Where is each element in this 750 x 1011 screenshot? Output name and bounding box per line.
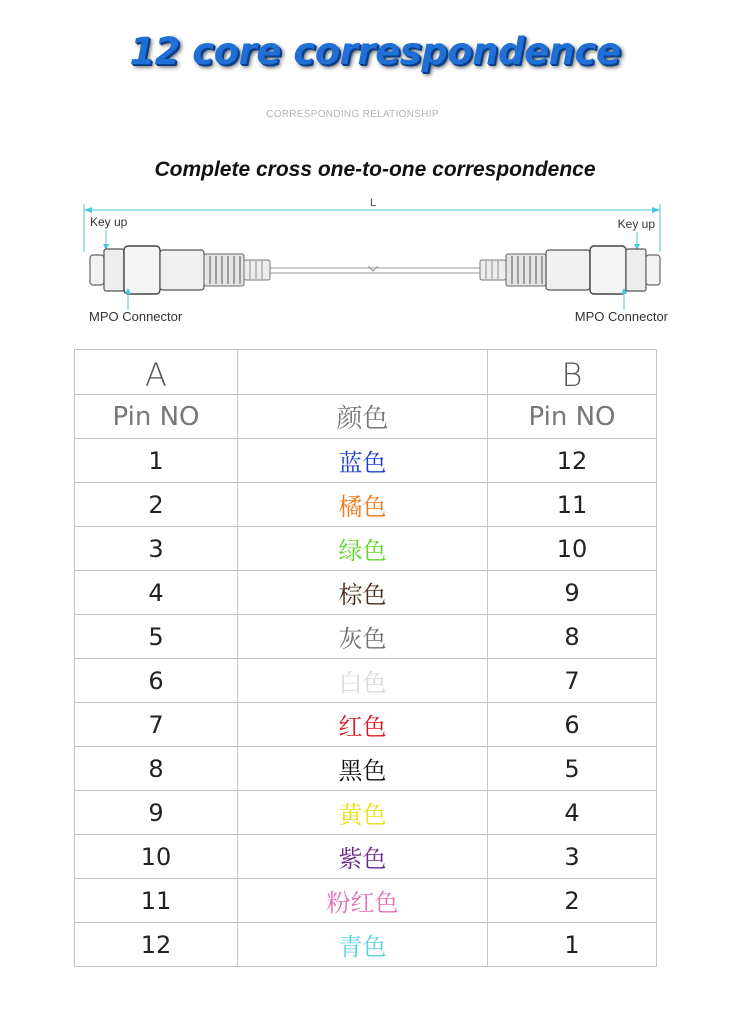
pin-a-cell: 11 <box>75 879 238 923</box>
color-cell: 红色 <box>238 703 488 747</box>
length-arrow-right <box>652 207 660 213</box>
pin-b-cell: 2 <box>488 879 657 923</box>
col-pin-b: Pin NO <box>488 395 657 439</box>
key-up-right-label: Key up <box>617 217 655 231</box>
table-row <box>75 747 657 791</box>
pin-a-cell: 4 <box>75 571 238 615</box>
connector-right-label: MPO Connector <box>574 309 668 324</box>
color-cell: 绿色 <box>238 527 488 571</box>
table-row <box>75 703 657 747</box>
color-cell: 棕色 <box>238 571 488 615</box>
pin-correspondence-table <box>74 349 657 967</box>
corresponding-relationship-label: CORRESPONDING RELATIONSHIP <box>266 109 439 120</box>
pin-b-cell: 6 <box>488 703 657 747</box>
pin-a-cell: 9 <box>75 791 238 835</box>
pin-b-cell: 12 <box>488 439 657 483</box>
pin-a-cell: 5 <box>75 615 238 659</box>
table-row <box>75 835 657 879</box>
pin-a-cell: 10 <box>75 835 238 879</box>
color-cell: 橘色 <box>238 483 488 527</box>
pin-a-cell: 12 <box>75 923 238 967</box>
color-cell: 黄色 <box>238 791 488 835</box>
pin-b-cell: 10 <box>488 527 657 571</box>
page-title: 12 core correspondence <box>129 30 621 73</box>
pin-a-cell: 7 <box>75 703 238 747</box>
pin-b-cell: 8 <box>488 615 657 659</box>
connector-left-label: MPO Connector <box>89 309 183 324</box>
color-cell: 青色 <box>238 923 488 967</box>
pin-b-cell: 4 <box>488 791 657 835</box>
pin-b-cell: 5 <box>488 747 657 791</box>
table-subheader-row <box>75 395 657 439</box>
table-row <box>75 571 657 615</box>
table-row <box>75 527 657 571</box>
color-cell: 黑色 <box>238 747 488 791</box>
pin-b-cell: 11 <box>488 483 657 527</box>
table-row <box>75 483 657 527</box>
color-cell: 紫色 <box>238 835 488 879</box>
key-up-left-label: Key up <box>90 215 128 229</box>
header-a: A <box>75 350 238 395</box>
pin-b-cell: 1 <box>488 923 657 967</box>
left-mpo-connector <box>90 246 270 294</box>
col-color: 颜色 <box>238 395 488 439</box>
table-row <box>75 439 657 483</box>
table-row <box>75 791 657 835</box>
color-cell: 灰色 <box>238 615 488 659</box>
header-blank <box>238 350 488 395</box>
pin-a-cell: 8 <box>75 747 238 791</box>
table-header-row <box>75 350 657 395</box>
table-row <box>75 615 657 659</box>
color-cell: 粉红色 <box>238 879 488 923</box>
col-pin-a: Pin NO <box>75 395 238 439</box>
table-row <box>75 879 657 923</box>
table-row <box>75 659 657 703</box>
right-mpo-connector <box>480 246 660 294</box>
pin-a-cell: 2 <box>75 483 238 527</box>
pin-b-cell: 9 <box>488 571 657 615</box>
diagram-heading: Complete cross one-to-one correspondence <box>154 158 596 181</box>
pin-b-cell: 3 <box>488 835 657 879</box>
color-cell: 白色 <box>238 659 488 703</box>
pin-a-cell: 3 <box>75 527 238 571</box>
color-cell: 蓝色 <box>238 439 488 483</box>
cable-diagram-svg <box>0 190 750 340</box>
pin-a-cell: 1 <box>75 439 238 483</box>
header-b: B <box>488 350 657 395</box>
cable-diagram <box>0 190 750 340</box>
length-arrow-left <box>84 207 92 213</box>
length-label: L <box>369 197 377 209</box>
pin-b-cell: 7 <box>488 659 657 703</box>
pin-a-cell: 6 <box>75 659 238 703</box>
table-row <box>75 923 657 967</box>
